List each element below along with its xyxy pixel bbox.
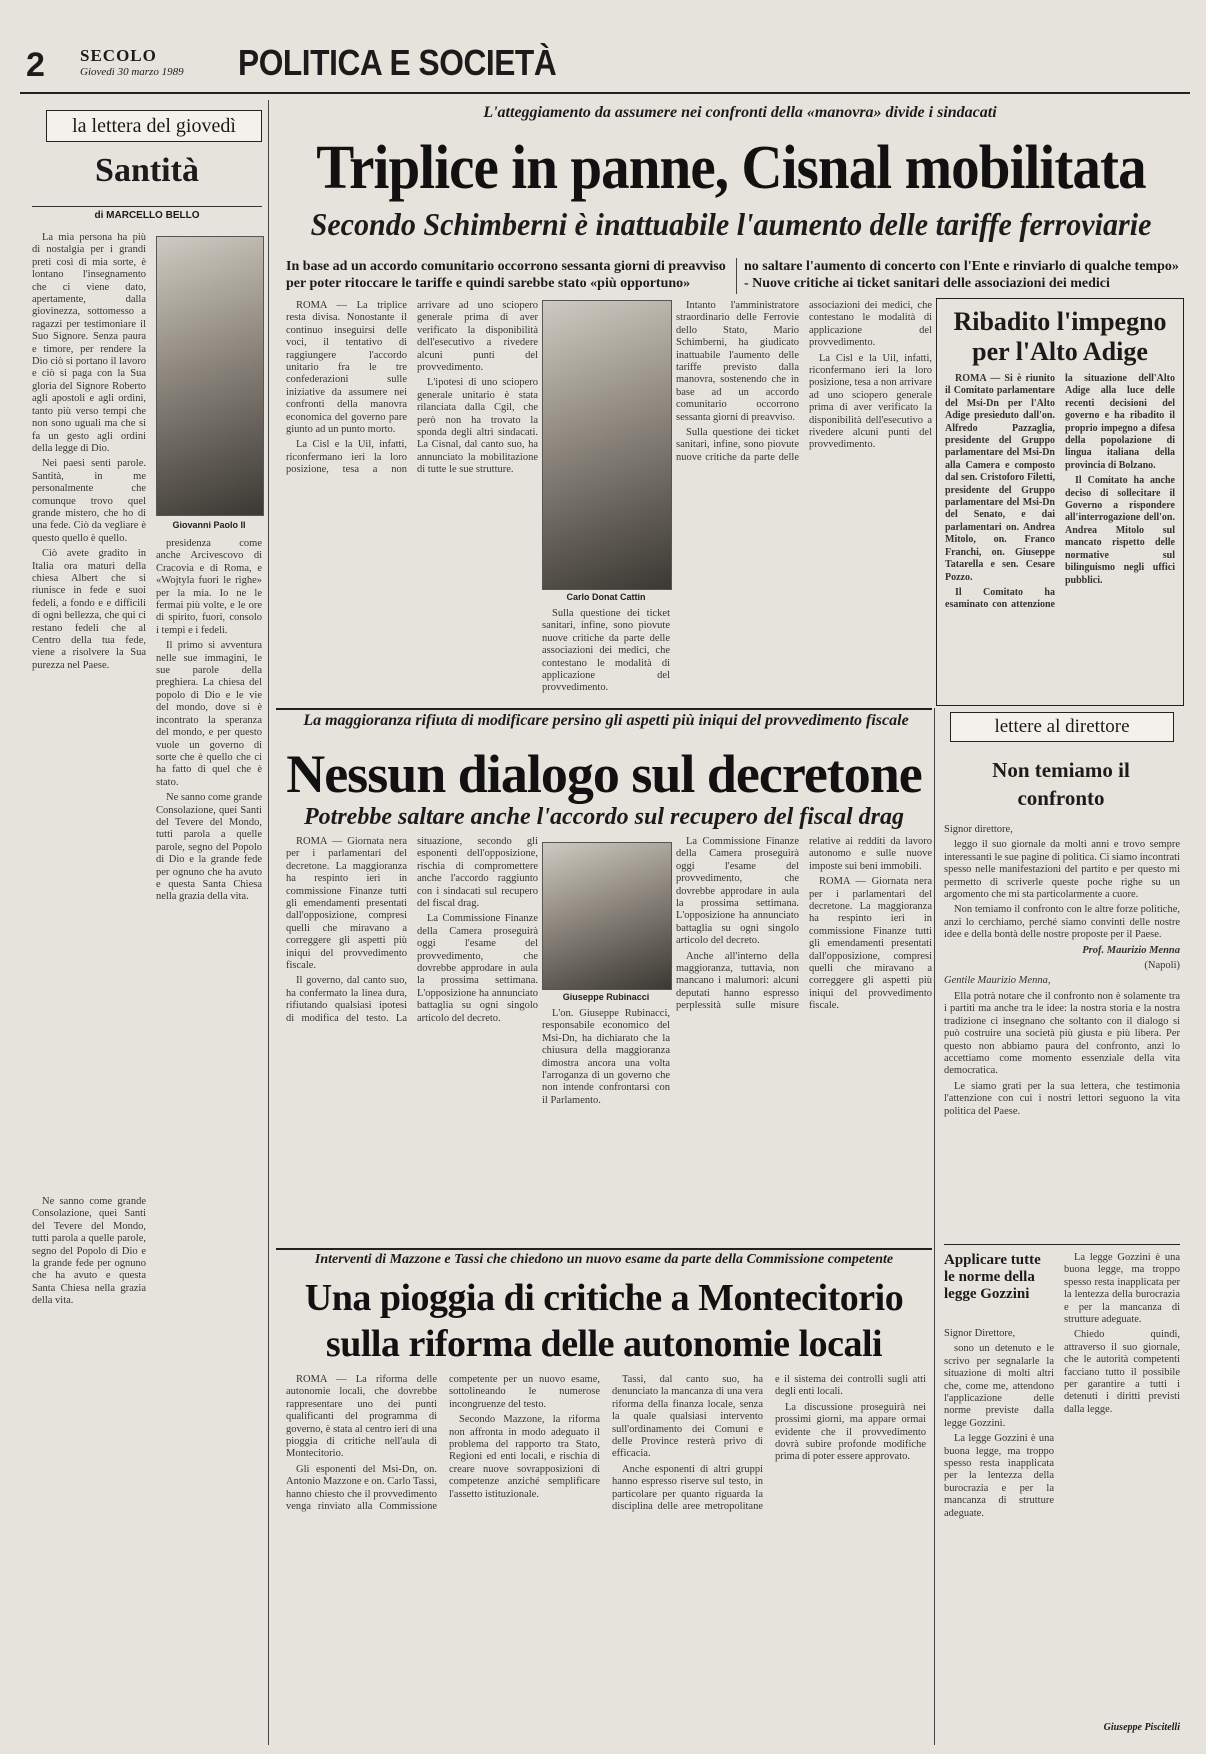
article-subhead: Secondo Schimberni è inattuabile l'aumento delle tariffe ferroviarie (310, 206, 1152, 242)
paragraph: ROMA — Si è riunito il Comitato parlamentare del Msi-Dn per l'Alto Adige presieduto dall'on. Alfredo Pazzaglia, presidente del Gruppo parlamentare del Msi-Dn alla Camera e composto dal sen. Cristoforo Filetti, presidente del Gruppo parlamentare del Msi-Dn del Senato, e dai parlamentari on. Andrea Mitolo, on. Franco Franchi, on. Giuseppe Tatarella e sen. Cesare Pozzo. (945, 373, 1055, 583)
letter-signature: Prof. Maurizio Menna (1082, 944, 1180, 956)
article-headline: Triplice in panne, Cisnal mobilitata (316, 134, 1146, 202)
letter-salutation: Signor direttore, (944, 824, 1013, 835)
paragraph: La legge Gozzini è una buona legge, ma troppo spesso resta inapplicata per la lentezza della burocrazia e per la mancanza di strutture adeguate. (944, 1433, 1054, 1519)
left-column-divider (268, 100, 269, 1745)
paragraph: La discussione proseguirà nei prossimi giorni, ma appare ormai evidente che il provvedimento dovrà subire profonde modifiche prima di poter essere approvato. (775, 1401, 926, 1463)
deck-divider (736, 258, 737, 294)
paragraph: La legge Gozzini è una buona legge, ma troppo spesso resta inapplicata per la lentezza della burocrazia e per la mancanza di strutture adeguate. (1064, 1252, 1180, 1326)
letters-label: lettere al direttore (950, 712, 1174, 742)
paragraph: La Commissione Finanze della Camera proseguirà oggi l'esame del provvedimento, che dovrebbe approdare in aula la prossima settimana. L'opposizione ha annunciato battaglia su ogni singolo articolo del decreto. (676, 836, 799, 947)
section-rule (276, 1248, 932, 1250)
paragraph: La Cisl e la Uil, infatti, riconfermano ieri la loro posizione, tesa a non arrivare ad uno sciopero generale prima di aver verificato la disponibilità dell'esecutivo a rivedere alcuni punti del provvedimento. (809, 352, 932, 451)
letter-place: (Napoli) (1144, 960, 1180, 972)
paragraph: presidenza come anche Arcivescovo di Cracovia e di Roma, e «Wojtyla fuori le righe» per la mia. Io ne le fermai più volte, e le ore di spirito, fuori, consolo i tempi e i fedeli. (156, 538, 262, 636)
paragraph: Tassi, dal canto suo, ha denunciato la mancanza di una vera riforma della finanza locale, senza la quale qualsiasi intervento sull'ordinamento dei Comuni e delle Province resterà privo di efficacia. (612, 1374, 763, 1460)
article-kicker: L'atteggiamento da assumere nei confronti della «manovra» divide i sindacati (483, 104, 997, 121)
paragraph: Anche esponenti di altri gruppi hanno espresso riserve sul testo, in particolare per quanto riguarda la disciplina delle aree metropolitane e il sistema dei controlli sugli atti degli enti locali. (612, 1374, 926, 1513)
paragraph: Anche all'interno della maggioranza, tuttavia, non mancano i malumori: alcuni deputati hanno espresso perplessità sulle misure relative ai redditi da lavoro autonomo e sulle nuove imposte sui beni immobili. (676, 836, 932, 1012)
article-body-left (286, 300, 538, 706)
autonomie-kicker: Interventi di Mazzone e Tassi che chiedono un nuovo esame da parte della Commissione competente (314, 1252, 894, 1267)
gozzini-signature: Giuseppe Piscitelli (1103, 1722, 1180, 1733)
decretone-body-under-photo (542, 1008, 670, 1246)
paragraph: Le siamo grati per la sua lettera, che testimonia l'attenzione con cui i nostri lettori seguono la vita politica del Paese. (944, 1080, 1180, 1117)
paragraph: Ne sanno come grande Consolazione, quei Santi del Tevere del Mondo, tutti parola a quelle parole, segno del Popolo di Dio e la grande fede per ognuno che ha avuto e questa Santa Chiesa nella grazia della vita. (156, 792, 262, 903)
paragraph: Ne sanno come grande Consolazione, quei Santi del Tevere del Mondo, tutti parola a quelle parole, segno del Popolo di Dio e la grande fede per ognuno che ha avuto e questa Santa Chiesa nella grazia della vita. (32, 1196, 146, 1307)
letters-rule (944, 1244, 1180, 1245)
byline: di MARCELLO BELLO (32, 206, 262, 221)
letters-body (944, 824, 1180, 1234)
paragraph: Secondo Mazzone, la riforma non affronta in modo adeguato il problema del rapporto tra Stato, Regioni ed enti locali, e rischia di creare nuove sovrapposizioni di competenze anziché semplificare l'assetto istituzionale. (449, 1414, 600, 1500)
paragraph: L'on. Giuseppe Rubinacci, responsabile economico del Msi-Dn, ha dichiarato che la chiusura della maggioranza dimostra ancora una volta l'arroganza di un governo che non intende confrontarsi con il Parlamento. (542, 1008, 670, 1106)
box-headline: Ribadito l'impegno per l'Alto Adige (953, 307, 1167, 366)
paragraph: La Cisl e la Uil, infatti, riconfermano ieri la loro posizione, tesa a non arrivare ad uno sciopero generale prima di aver verificato la disponibilità dell'esecutivo a rivedere alcuni punti del provvedimento. (286, 300, 538, 476)
paragraph: La Commissione Finanze della Camera proseguirà oggi l'esame del provvedimento, che dovrebbe approdare in aula la prossima settimana. L'opposizione ha annunciato battaglia su ogni singolo articolo del decreto. (417, 913, 538, 1024)
paragraph: Ella potrà notare che il confronto non è solamente tra i partiti ma anche tra le idee: la nostra storia e la nostra tradizione ci insegnano che soltanto con il dialogo si può costruire una società più giusta e più libera. Per questo non abbiamo paura del confronto, anzi lo accettiamo come momento essenziale della vita democratica. (944, 990, 1180, 1077)
photo-rubinacci (542, 842, 672, 990)
letter-salutation: Signor Direttore, (944, 1328, 1016, 1339)
section-title: POLITICA E SOCIETÀ (238, 42, 557, 83)
decretone-headline: Nessun dialogo sul decretone (286, 744, 922, 804)
paragraph: Nei paesi senti parole. Santità, in me personalmente che comunque trovo quel grande mistero, che ho di una fede. Ciò da vegliare è questo quello è quello. (32, 458, 146, 544)
paragraph: Il primo si avventura nelle sue immagini, le sue parole della preghiera. La chiesa del popolo di Dio e le vie del mondo, dove si è incontrato la speranza del mondo, e per questo vuole un governo di sorte che è quello che ci ha fatto di quel che è stato. (156, 640, 262, 788)
paragraph: ROMA — Giornata nera per i parlamentari del decretone. La maggioranza ha respinto ieri in commissione Finanze tutti gli emendamenti presentati dall'opposizione, compresi quelli che miravano a correggere gli aspetti più iniqui del provvedimento fiscale. (286, 836, 407, 972)
paragraph: Il Comitato ha esaminato con attenzione la situazione dell'Alto Adige alla luce delle recenti decisioni del governo e ha ribadito il proprio impegno a difesa della popolazione di lingua italiana della provincia di Bolzano. (945, 373, 1175, 611)
letters-title: Non temiamo il confronto (992, 758, 1130, 810)
paragraph: Sulla questione dei ticket sanitari, infine, sono piovute nuove critiche da parte delle associazioni dei medici, che contestano le modalità di applicazione del provvedimento. (542, 608, 670, 694)
paragraph: Gli esponenti del Msi-Dn, on. Antonio Mazzone e on. Carlo Tassi, hanno chiesto che il provvedimento venga rinviato alla Commissione competente per un nuovo esame, sottolineando le numerose incongruenze del testo. (286, 1374, 600, 1513)
column-title: Santità (95, 152, 199, 189)
box-body (945, 373, 1175, 683)
photo-caption: Giovanni Paolo II (172, 520, 246, 530)
paragraph: ROMA — La triplice resta divisa. Nonostante il continuo inseguirsi delle voci, il tentativo di raggiungere l'accordo unitario fra le tre confederazioni sulle iniziative da assumere nei confronti della manovra economica del governo pare giunto ad un punto morto. (286, 300, 407, 436)
photo-caption: Carlo Donat Cattin (566, 592, 646, 602)
paragraph: Sulla questione dei ticket sanitari, infine, sono piovute nuove critiche da parte delle associazioni dei medici, che contestano le modalità di applicazione del provvedimento. (676, 300, 932, 463)
paragraph: Chiedo quindi, attraverso il suo giornale, che le autorità competenti facciano tutto il possibile per garantire a tutti i detenuti i diritti previsti dalla legge. (1064, 1329, 1180, 1415)
article-body-under-photo (542, 608, 670, 706)
paragraph: Non temiamo il confronto con le altre forze politiche, anzi lo cerchiamo, perché siamo convinti delle nostre idee e della bontà delle nostre proposte per il Paese. (944, 904, 1180, 941)
photo-pope (156, 236, 264, 516)
column-label: la lettera del giovedì (46, 110, 262, 142)
gozzini-title: Applicare tutte le norme della legge Gozzini (944, 1252, 1041, 1302)
masthead: SECOLO (80, 46, 157, 65)
issue-date: Giovedì 30 marzo 1989 (80, 66, 184, 78)
photo-caption: Giuseppe Rubinacci (562, 992, 650, 1002)
page-number: 2 (26, 46, 45, 84)
alto-adige-box (936, 298, 1184, 706)
paragraph: ROMA — La riforma delle autonomie locali, che dovrebbe rappresentare uno dei punti qualificanti del programma di governo, è stata al centro ieri di una pioggia di critiche nell'aula di Montecitorio. (286, 1374, 437, 1460)
paragraph: La mia persona ha più di nostalgia per i grandi preti così di mia sorte, è lontano l'insegnamento che ci viene dato, apertamente, dalla giovinezza, sottomesso a ragazzi per testimoniare il Suo Signore. Senza paura e timore, per rendere la Dio ciò si portano il lavoro e ciò si paga con la Sua gloria del Signore Roberto agli apostoli e agli ordini, tanto più verso tempi che non sono uguali ma che si fa un gesto agli ordini della legge di Dio. (32, 232, 146, 454)
autonomie-headline-line1: Una pioggia di critiche a Montecitorio (304, 1277, 904, 1319)
paragraph: L'ipotesi di uno sciopero generale unitario è stata rilanciata dalla Cgil, che però non ha trovato la sponda degli altri sindacati. La Cisnal, dal canto suo, ha annunciato la mobilitazione di tutte le sue strutture. (417, 377, 538, 476)
page-header (0, 0, 1206, 100)
photo-donat-cattin (542, 300, 672, 590)
decretone-kicker: La maggioranza rifiuta di modificare persino gli aspetti più iniqui del provvedimento fiscale (303, 712, 909, 729)
paragraph: Ciò avete gradito in Italia ora maturi della chiesa Albert che si riunisce in fede e suoi fedeli, a fondo e e difficili di ogni bellezza, che qui ci restano fedeli che al Centro della tua fede, viene a risolvere la Sua purezza nel Paese. (32, 548, 146, 671)
paragraph: sono un detenuto e le scrivo per segnalarle la situazione di molti altri che, come me, attendono l'applicazione delle norme previste dalla legge Gozzini. (944, 1343, 1054, 1429)
column-text-col2 (156, 538, 262, 1738)
gozzini-body-right (1064, 1252, 1180, 1712)
letters-divider (934, 708, 935, 1745)
decretone-body-left (286, 836, 538, 1246)
paragraph: leggo il suo giornale da molti anni e trovo sempre interessanti le sue pagine di politica. Ci siamo incontrati spesso nelle manifestazioni del partito e per questo mi permetto di scriverle queste poche righe su un argomento che mi sta particolarmente a cuore. (944, 839, 1180, 901)
paragraph: Il governo, dal canto suo, ha confermato la linea dura, rifiutando qualsiasi ipotesi di modifica del testo. La situazione, secondo gli esponenti dell'opposizione, rischia di compromettere anche l'accordo raggiunto con i sindacati sul recupero del fiscal drag. (286, 836, 538, 1024)
paragraph: Il Comitato ha anche deciso di sollecitare il Governo a rispondere all'interrogazione dell'on. Andrea Mitolo sul mancato rispetto delle normative sul bilinguismo negli uffici pubblici. (1065, 475, 1175, 586)
autonomie-headline-line2: sulla riforma delle autonomie locali (325, 1323, 883, 1365)
gozzini-body-left (944, 1328, 1054, 1736)
section-rule (276, 708, 932, 710)
paragraph: Intanto l'amministratore straordinario delle Ferrovie dello Stato, Mario Schimberni, ha giudicato inattuabile l'aumento delle tariffe previsto dalla manovra, sostenendo che in base ad un accordo comunitario occorrono sessanta giorni di preavviso. (676, 300, 799, 423)
column-text-bottom (32, 1196, 146, 1736)
paragraph: ROMA — Giornata nera per i parlamentari del decretone. La maggioranza ha respinto ieri in commissione Finanze tutti gli emendamenti presentati dall'opposizione, compresi quelli che miravano a correggere gli aspetti più iniqui del provvedimento fiscale. (809, 876, 932, 1012)
reply-salutation: Gentile Maurizio Menna, (944, 975, 1051, 987)
column-text-top (32, 232, 146, 1192)
article-deck-left: In base ad un accordo comunitario occorrono sessanta giorni di preavviso per poter ritoccare le tariffe e quindi sarebbe stato «più opportuno» (286, 259, 726, 291)
autonomie-body (286, 1374, 926, 1736)
decretone-subhead: Potrebbe saltare anche l'accordo sul recupero del fiscal drag (304, 804, 904, 830)
article-body-right (676, 300, 932, 706)
header-rule (20, 92, 1190, 94)
decretone-body-right (676, 836, 932, 1246)
article-deck-right: no saltare l'aumento di concerto con l'Ente e rinviarlo di qualche tempo» - Nuove critiche ai ticket sanitari delle associazioni dei medici (744, 259, 1179, 291)
